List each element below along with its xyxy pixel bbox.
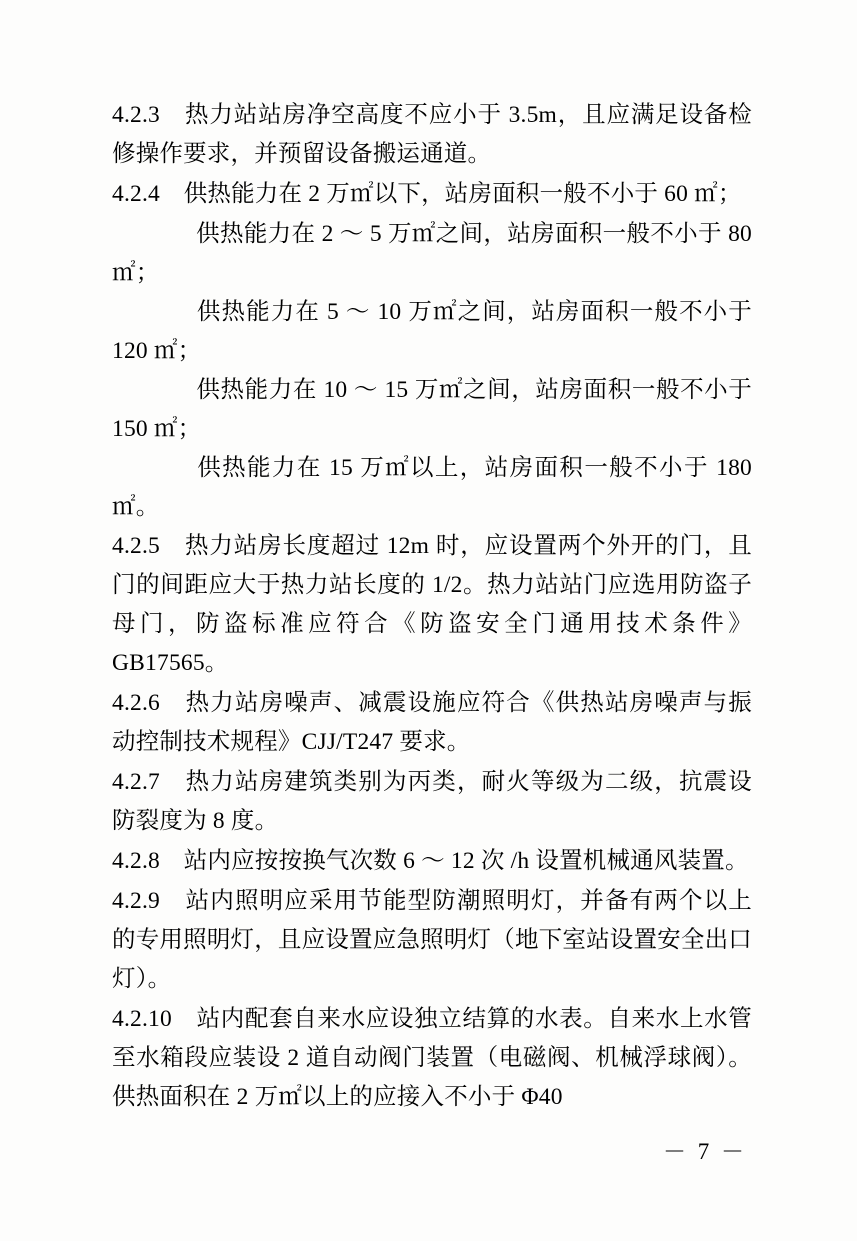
paragraph-4-2-4-c [112, 371, 752, 449]
paragraph-4-2-10: 4.2.10 站内配套自来水应设独立结算的水表。自来水上水管至水箱段应装设 2 道自动阀门装置（电磁阀、机械浮球阀）。供热面积在 2 万㎡以上的应接入不小于 Φ40 [112, 1006, 752, 1110]
paragraph-4-2-3: 4.2.3 热力站站房净空高度不应小于 3.5m，且应满足设备检修操作要求，并预留设备搬运通道。 [112, 102, 752, 167]
paragraph-4-2-4-b-text: 供热能力在 5 ～ 10 万㎡之间，站房面积一般不小于 120 ㎡； [112, 299, 752, 364]
paragraph-4-2-5: 4.2.5 热力站房长度超过 12m 时，应设置两个外开的门，且门的间距应大于热力站长度的 1/2。热力站站门应选用防盗子母门，防盗标准应符合《防盗安全门通用技术条件》GB17565。 [112, 533, 752, 676]
page-content [112, 96, 752, 1118]
paragraph-4-2-7: 4.2.7 热力站房建筑类别为丙类，耐火等级为二级，抗震设防裂度为 8 度。 [112, 769, 752, 834]
paragraph-4-2-4-a [112, 215, 752, 293]
paragraph-4-2-8: 4.2.8 站内应按按换气次数 6 ～ 12 次 /h 设置机械通风装置。 [112, 848, 749, 874]
page-number: － 7 － [663, 1139, 747, 1164]
paragraph-4-2-4-a-text: 供热能力在 2 ～ 5 万㎡之间，站房面积一般不小于 80 ㎡； [112, 221, 752, 286]
paragraph-4-2-4-b [112, 293, 752, 371]
paragraph-4-2-4-c-text: 供热能力在 10 ～ 15 万㎡之间，站房面积一般不小于 150 ㎡； [112, 377, 752, 442]
paragraph-4-2-6: 4.2.6 热力站房噪声、减震设施应符合《供热站房噪声与振动控制技术规程》CJJ/T247 要求。 [112, 690, 752, 755]
paragraph-4-2-4: 4.2.4 供热能力在 2 万㎡以下，站房面积一般不小于 60 ㎡； [112, 181, 742, 207]
paragraph-4-2-4-d [112, 449, 752, 527]
paragraph-4-2-9: 4.2.9 站内照明应采用节能型防潮照明灯，并备有两个以上的专用照明灯，且应设置应急照明灯（地下室站设置安全出口灯）。 [112, 888, 752, 992]
paragraph-4-2-4-d-text: 供热能力在 15 万㎡以上，站房面积一般不小于 180 ㎡。 [112, 455, 752, 520]
